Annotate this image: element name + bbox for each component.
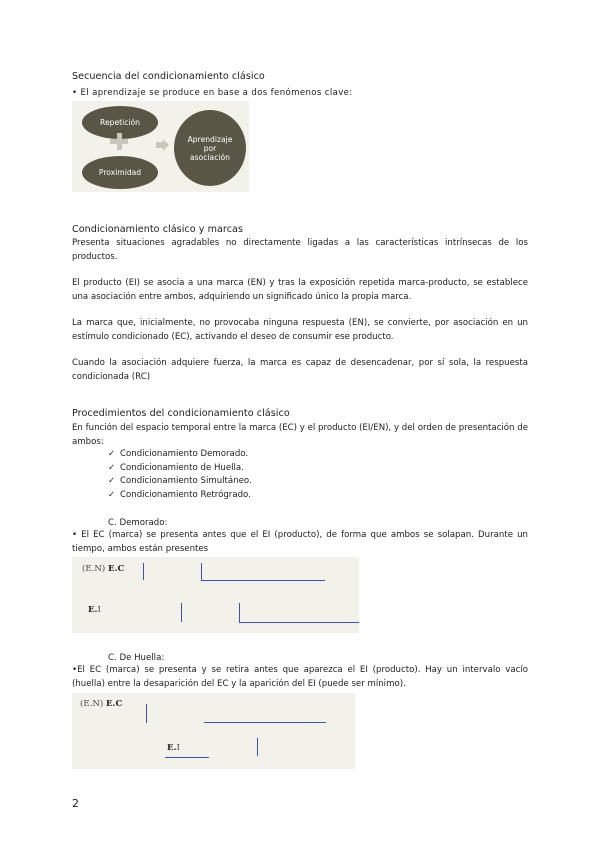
- list-item: [108, 475, 252, 489]
- label-ei-text: I: [97, 605, 101, 615]
- heading-huella: C. De Huella:: [108, 653, 165, 663]
- paragraph-procedimientos: En función del espacio temporal entre la marca (EC) y el producto (EI/EN), y del orden de presentación de ambos:: [72, 423, 528, 447]
- ec-onset-line: [143, 563, 144, 580]
- label-ei-prefix: E.: [88, 605, 98, 615]
- ei-baseline-line: [165, 757, 209, 758]
- section-title-secuencia: Secuencia del condicionamiento clásico: [72, 71, 265, 82]
- ei-rise-line: [239, 603, 240, 622]
- label-ec-prefix: (E.N): [82, 564, 106, 574]
- oval-aprendizaje: [174, 110, 246, 186]
- list-item: [108, 448, 252, 462]
- list-item: [108, 489, 252, 503]
- plus-icon-bar-v: [117, 133, 122, 150]
- oval-aprendizaje-label: Aprendizaje por asociación: [187, 134, 233, 162]
- list-item: [108, 462, 252, 476]
- paragraph-demorado: • El EC (marca) se presenta antes que el EI (producto), de forma que ambos se solapan. Durante un tiempo, ambos están presentes: [72, 530, 528, 554]
- heading-demorado: C. Demorado:: [108, 518, 168, 528]
- ec-rise-line: [201, 563, 202, 580]
- checkmark-icon: ✓: [108, 449, 116, 459]
- checkmark-icon: ✓: [108, 489, 116, 500]
- paragraph-huella: •El EC (marca) se presenta y se retira antes que aparezca el EI (producto). Hay un intervalo vacío (huella) entre la desaparición del EC y la aparición del EI (puede ser mínimo).: [72, 665, 528, 689]
- label-ei-demorado: [88, 605, 101, 615]
- label-ei-text: I: [176, 743, 180, 753]
- oval-proximidad: [82, 156, 158, 189]
- ec-duration-line: [204, 722, 326, 723]
- ei-onset-line: [181, 603, 182, 622]
- label-ec-text: E.C: [107, 564, 125, 574]
- paragraph-marcas-1: Presenta situaciones agradables no directamente ligadas a las características intrínsecas de los productos.: [72, 238, 528, 262]
- list-item-label: Condicionamiento Simultáneo.: [120, 476, 252, 486]
- arrow-right-icon: [156, 139, 170, 151]
- list-item-label: Condicionamiento Retrógrado.: [120, 489, 251, 500]
- oval-proximidad-label: Proximidad: [98, 168, 142, 177]
- list-item-label: Condicionamiento Demorado.: [120, 449, 249, 459]
- section-intro-secuencia: • El aprendizaje se produce en base a dos fenómenos clave:: [72, 88, 353, 98]
- label-ec-demorado: [82, 564, 124, 574]
- timeline-huella: [72, 693, 355, 769]
- section-title-procedimientos: Procedimientos del condicionamiento clásico: [72, 408, 290, 419]
- ei-onset-line: [257, 738, 258, 756]
- paragraph-marcas-4: Cuando la asociación adquiere fuerza, la marca es capaz de desencadenar, por sí sola, la respuesta condicionada (RC): [72, 358, 528, 382]
- label-ec-text: E.C: [105, 699, 123, 709]
- label-ei-huella: [167, 743, 180, 753]
- ei-duration-line: [239, 622, 359, 623]
- label-ei-prefix: E.: [167, 743, 177, 753]
- paragraph-marcas-3: La marca que, inicialmente, no provocaba ninguna respuesta (EN), se convierte, por asociación en un estímulo condicionado (EC), activando el deseo de consumir ese producto.: [72, 318, 528, 342]
- ec-onset-line: [146, 704, 147, 723]
- oval-repeticion-label: Repetición: [100, 118, 140, 127]
- list-item-label: Condicionamiento de Huella.: [120, 462, 244, 473]
- checkmark-icon: ✓: [108, 476, 116, 486]
- learning-sequence-diagram: [72, 101, 249, 192]
- procedures-checklist: [108, 448, 252, 502]
- label-ec-prefix: (E.N): [80, 699, 104, 709]
- checkmark-icon: ✓: [108, 462, 116, 473]
- timeline-demorado: [72, 557, 359, 633]
- section-title-marcas: Condicionamiento clásico y marcas: [72, 224, 244, 235]
- ec-duration-line: [201, 580, 325, 581]
- label-ec-huella: [80, 699, 122, 709]
- page-number: 2: [72, 797, 79, 810]
- paragraph-marcas-2: El producto (EI) se asocia a una marca (EN) y tras la exposición repetida marca-producto, se establece una asociación entre ambos, adquiriendo un significado único la propia marca.: [72, 278, 528, 302]
